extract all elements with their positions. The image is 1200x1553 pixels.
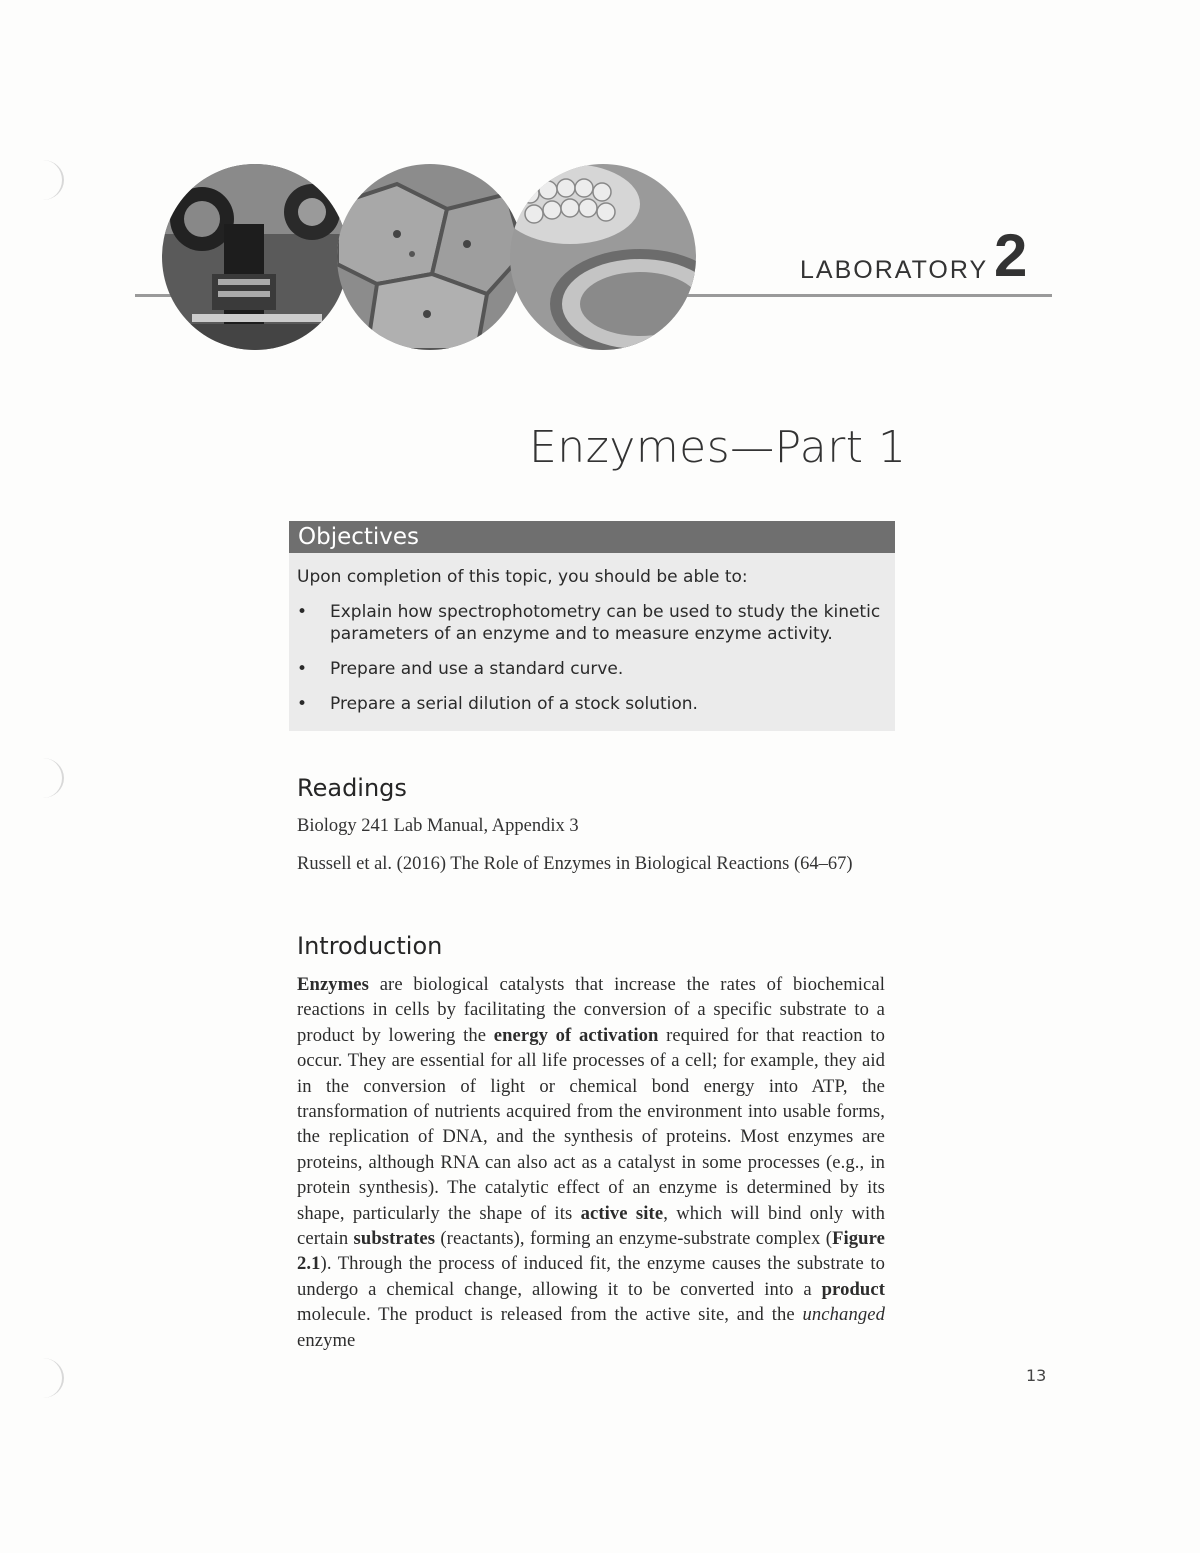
bullet-marker: • (297, 659, 308, 679)
introduction-heading: Introduction (297, 932, 443, 960)
bold-term: product (821, 1278, 885, 1300)
microscope-photo (162, 164, 348, 350)
reading-item: Biology 241 Lab Manual, Appendix 3 (297, 816, 579, 836)
header-rule-right (680, 294, 1052, 297)
page-number: 13 (1026, 1366, 1047, 1385)
laboratory-number: 2 (994, 222, 1028, 289)
binder-hole (22, 758, 64, 798)
readings-heading: Readings (297, 774, 407, 802)
corn-petri-dish-photo (510, 164, 696, 350)
objective-item: Prepare and use a standard curve. (330, 659, 624, 679)
bold-term: substrates (353, 1228, 436, 1250)
bold-term: Figure 2.1 (297, 1228, 885, 1275)
reading-item: Russell et al. (2016) The Role of Enzymes in Biological Reactions (64–67) (297, 854, 853, 874)
page-title: Enzymes—Part 1 (529, 422, 907, 473)
bold-term: active site (580, 1202, 664, 1224)
paragraph-text: ). Through the process of induced fit, the enzyme causes the substrate to undergo a chemical change, allowing it to be converted into a (297, 1253, 885, 1300)
italic-term: unchanged (802, 1304, 885, 1326)
paragraph-text: enzyme (297, 1329, 356, 1351)
bullet-marker: • (297, 602, 308, 622)
binder-hole (22, 160, 64, 200)
binder-hole (22, 1358, 64, 1398)
paragraph-text: , which will bind only with certain (297, 1202, 885, 1250)
paragraph-text: molecule. The product is released from the active site, and the (297, 1304, 803, 1326)
plant-cells-photo (337, 164, 523, 350)
laboratory-label: LABORATORY (800, 256, 989, 284)
objective-item: Explain how spectrophotometry can be used to study the kinetic parameters of an enzyme and to measure enzyme activity. (330, 602, 881, 644)
objective-item: Prepare a serial dilution of a stock solution. (330, 694, 698, 714)
bold-term: Enzymes (297, 974, 369, 995)
objectives-heading: Objectives (289, 521, 895, 553)
introduction-paragraph (297, 972, 885, 1353)
paragraph-text: (reactants), forming an enzyme-substrate complex ( (435, 1228, 833, 1250)
bold-term: energy of activation (493, 1024, 659, 1046)
objectives-intro: Upon completion of this topic, you should be able to: (297, 567, 748, 587)
bullet-marker: • (297, 694, 308, 714)
paragraph-text: are biological catalysts that increase the rates of biochemical reactions in cells by facilitating the conversion of a specific substrate to a product by lowering the (297, 974, 885, 1046)
paragraph-text: required for that reaction to occur. They are essential for all life processes of a cell; for example, they aid in the conversion of light or chemical bond energy into ATP, the transformation of nutrients acquired from the environment into usable forms, the replication of DNA, and the synthesis of proteins. Most enzymes are proteins, although RNA can also act as a catalyst in some processes (e.g., in protein synthesis). The catalytic effect of an enzyme is determined by its shape, particularly the shape of its (297, 1024, 885, 1224)
